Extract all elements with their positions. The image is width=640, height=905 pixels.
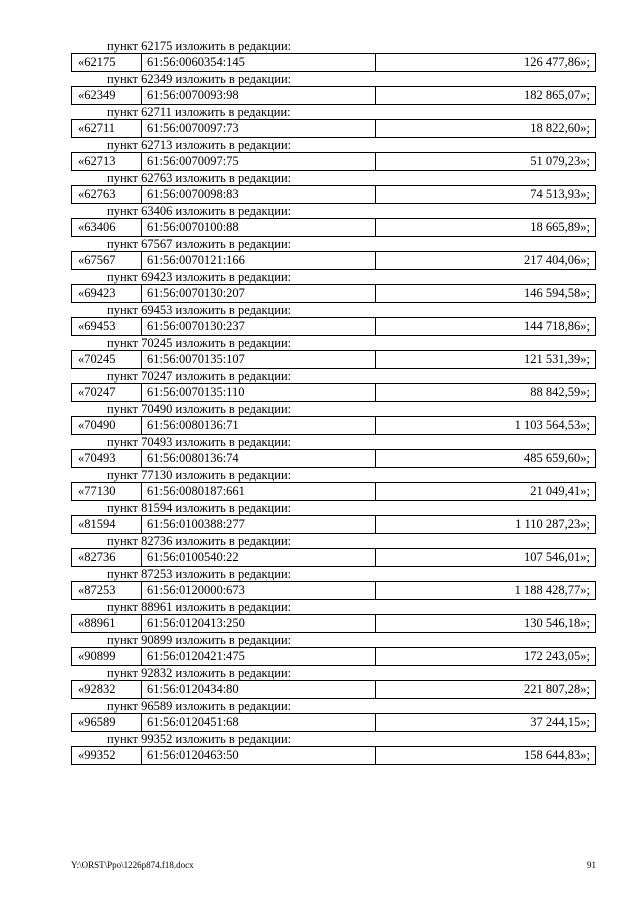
value-cell: 182 865,07»; xyxy=(524,88,590,102)
table-row xyxy=(71,416,596,435)
table-row xyxy=(71,53,596,72)
amendment-instruction: пункт 81594 изложить в редакции: xyxy=(107,501,292,515)
value-cell: 37 244,15»; xyxy=(530,715,590,729)
value-cell: 130 546,18»; xyxy=(524,616,590,630)
item-number-cell: «62763 xyxy=(72,186,142,203)
amendment-instruction: пункт 77130 изложить в редакции: xyxy=(107,468,292,482)
cadastral-number-cell: 61:56:0100540:22 xyxy=(142,549,376,566)
amendment-instruction: пункт 82736 изложить в редакции: xyxy=(107,534,292,548)
value-cell: 485 659,60»; xyxy=(524,451,590,465)
table-row xyxy=(71,680,596,699)
amendment-instruction: пункт 67567 изложить в редакции: xyxy=(107,237,292,251)
document-body xyxy=(71,39,596,765)
value-cell: 18 822,60»; xyxy=(530,121,590,135)
amendment-instruction: пункт 90899 изложить в редакции: xyxy=(107,633,292,647)
value-cell: 144 718,86»; xyxy=(524,319,590,333)
footer-file-path: Y:\ORST\Ppo\1226p874.f18.docx xyxy=(71,860,194,870)
value-cell: 126 477,86»; xyxy=(524,55,590,69)
cadastral-number-cell: 61:56:0070098:83 xyxy=(142,186,376,203)
cadastral-number-cell: 61:56:0070097:75 xyxy=(142,153,376,170)
value-cell: 107 546,01»; xyxy=(524,550,590,564)
table-row xyxy=(71,284,596,303)
item-number-cell: «81594 xyxy=(72,516,142,533)
table-row xyxy=(71,515,596,534)
value-cell: 221 807,28»; xyxy=(524,682,590,696)
item-number-cell: «82736 xyxy=(72,549,142,566)
item-number-cell: «70493 xyxy=(72,450,142,467)
value-cell: 172 243,05»; xyxy=(524,649,590,663)
amendment-instruction: пункт 70493 изложить в редакции: xyxy=(107,435,292,449)
table-row xyxy=(71,614,596,633)
table-row xyxy=(71,152,596,171)
item-number-cell: «69423 xyxy=(72,285,142,302)
value-cell: 51 079,23»; xyxy=(530,154,590,168)
amendment-instruction: пункт 87253 изложить в редакции: xyxy=(107,567,292,581)
item-number-cell: «63406 xyxy=(72,219,142,236)
cadastral-number-cell: 61:56:0070093:98 xyxy=(142,87,376,104)
table-row xyxy=(71,251,596,270)
item-number-cell: «92832 xyxy=(72,681,142,698)
value-cell: 21 049,41»; xyxy=(530,484,590,498)
item-number-cell: «88961 xyxy=(72,615,142,632)
table-row xyxy=(71,713,596,732)
amendment-instruction: пункт 63406 изложить в редакции: xyxy=(107,204,292,218)
page-footer xyxy=(71,858,596,872)
item-number-cell: «67567 xyxy=(72,252,142,269)
table-row xyxy=(71,383,596,402)
amendment-instruction: пункт 62711 изложить в редакции: xyxy=(107,105,291,119)
amendment-instruction: пункт 70247 изложить в редакции: xyxy=(107,369,292,383)
value-cell: 121 531,39»; xyxy=(524,352,590,366)
amendment-instruction: пункт 62713 изложить в редакции: xyxy=(107,138,292,152)
cadastral-number-cell: 61:56:0060354:145 xyxy=(142,54,376,71)
item-number-cell: «96589 xyxy=(72,714,142,731)
cadastral-number-cell: 61:56:0120000:673 xyxy=(142,582,376,599)
cadastral-number-cell: 61:56:0080136:71 xyxy=(142,417,376,434)
cadastral-number-cell: 61:56:0070135:107 xyxy=(142,351,376,368)
value-cell: 1 188 428,77»; xyxy=(514,583,590,597)
value-cell: 74 513,93»; xyxy=(530,187,590,201)
cadastral-number-cell: 61:56:0070135:110 xyxy=(142,384,376,401)
table-row xyxy=(71,647,596,666)
cadastral-number-cell: 61:56:0070130:207 xyxy=(142,285,376,302)
amendment-instruction: пункт 99352 изложить в редакции: xyxy=(107,732,292,746)
amendment-instruction: пункт 62175 изложить в редакции: xyxy=(107,39,292,53)
table-row xyxy=(71,119,596,138)
item-number-cell: «62349 xyxy=(72,87,142,104)
cadastral-number-cell: 61:56:0070100:88 xyxy=(142,219,376,236)
value-cell: 18 665,89»; xyxy=(530,220,590,234)
value-cell: 88 842,59»; xyxy=(530,385,590,399)
amendment-instruction: пункт 92832 изложить в редакции: xyxy=(107,666,292,680)
cadastral-number-cell: 61:56:0070097:73 xyxy=(142,120,376,137)
item-number-cell: «62711 xyxy=(72,120,142,137)
cadastral-number-cell: 61:56:0070121:166 xyxy=(142,252,376,269)
cadastral-number-cell: 61:56:0120463:50 xyxy=(142,747,376,764)
value-cell: 1 110 287,23»; xyxy=(515,517,590,531)
cadastral-number-cell: 61:56:0070130:237 xyxy=(142,318,376,335)
table-row xyxy=(71,746,596,765)
amendment-instruction: пункт 62349 изложить в редакции: xyxy=(107,72,292,86)
item-number-cell: «77130 xyxy=(72,483,142,500)
amendment-instruction: пункт 70245 изложить в редакции: xyxy=(107,336,292,350)
table-row xyxy=(71,482,596,501)
table-row xyxy=(71,218,596,237)
value-cell: 1 103 564,53»; xyxy=(514,418,590,432)
item-number-cell: «70247 xyxy=(72,384,142,401)
item-number-cell: «70245 xyxy=(72,351,142,368)
amendment-instruction: пункт 70490 изложить в редакции: xyxy=(107,402,292,416)
amendment-instruction: пункт 69453 изложить в редакции: xyxy=(107,303,292,317)
item-number-cell: «90899 xyxy=(72,648,142,665)
cadastral-number-cell: 61:56:0120421:475 xyxy=(142,648,376,665)
cadastral-number-cell: 61:56:0120413:250 xyxy=(142,615,376,632)
item-number-cell: «62175 xyxy=(72,54,142,71)
table-row xyxy=(71,581,596,600)
cadastral-number-cell: 61:56:0100388:277 xyxy=(142,516,376,533)
item-number-cell: «69453 xyxy=(72,318,142,335)
page-number: 91 xyxy=(587,860,596,870)
table-row xyxy=(71,449,596,468)
item-number-cell: «70490 xyxy=(72,417,142,434)
value-cell: 146 594,58»; xyxy=(524,286,590,300)
cadastral-number-cell: 61:56:0080187:661 xyxy=(142,483,376,500)
table-row xyxy=(71,350,596,369)
cadastral-number-cell: 61:56:0080136:74 xyxy=(142,450,376,467)
amendment-instruction: пункт 69423 изложить в редакции: xyxy=(107,270,292,284)
table-row xyxy=(71,548,596,567)
item-number-cell: «87253 xyxy=(72,582,142,599)
amendment-instruction: пункт 88961 изложить в редакции: xyxy=(107,600,292,614)
cadastral-number-cell: 61:56:0120451:68 xyxy=(142,714,376,731)
table-row xyxy=(71,86,596,105)
table-row xyxy=(71,317,596,336)
value-cell: 158 644,83»; xyxy=(524,748,590,762)
cadastral-number-cell: 61:56:0120434:80 xyxy=(142,681,376,698)
amendment-instruction: пункт 96589 изложить в редакции: xyxy=(107,699,292,713)
table-row xyxy=(71,185,596,204)
item-number-cell: «62713 xyxy=(72,153,142,170)
amendment-instruction: пункт 62763 изложить в редакции: xyxy=(107,171,292,185)
value-cell: 217 404,06»; xyxy=(524,253,590,267)
item-number-cell: «99352 xyxy=(72,747,142,764)
